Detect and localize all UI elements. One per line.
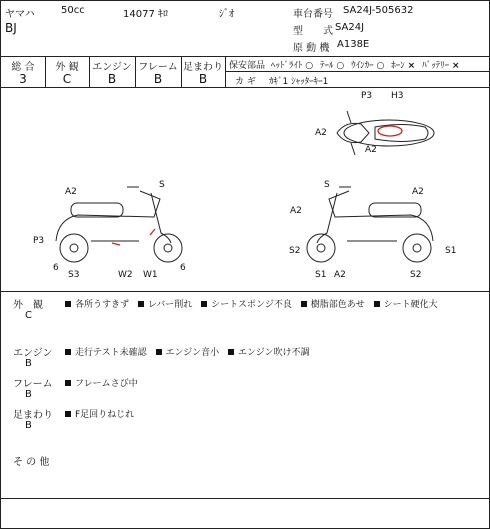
remark-title-engine: エンジン — [13, 348, 53, 359]
left-label-w2: W2 — [118, 270, 133, 280]
remark-grade-frame: B — [25, 389, 32, 400]
list-item: シート硬化大 — [374, 300, 438, 310]
type-label-2: 式 — [323, 26, 333, 37]
remark-title-suspension: 足まわり — [13, 410, 53, 421]
remark-grade-engine: B — [25, 358, 32, 369]
left-label-6-front: 6 — [180, 263, 186, 273]
left-label-s3: S3 — [68, 270, 80, 280]
frame-no: SA24J-505632 — [343, 5, 414, 16]
top-label-a2-left: A2 — [315, 128, 327, 138]
displacement: 50cc — [61, 5, 85, 16]
remark-items-suspension — [65, 407, 140, 420]
remark-items-engine — [65, 345, 316, 358]
remark-items-exterior — [65, 297, 444, 310]
part-battery: ﾊﾞｯﾃﾘｰ × — [422, 61, 460, 71]
right-label-a2-bottom: A2 — [334, 270, 346, 280]
top-label-p3: P3 — [361, 91, 373, 101]
key-label: カ ギ — [235, 77, 256, 87]
safety-parts-title: 保安部品 — [229, 61, 266, 71]
top-label-a2-bottom: A2 — [365, 145, 377, 155]
mileage: 14077 ｷﾛ — [123, 9, 168, 20]
list-item: 走行テスト未確認 — [65, 348, 147, 358]
left-label-a2: A2 — [65, 187, 77, 197]
right-label-a2-left: A2 — [290, 206, 302, 216]
key-value: ｶｷﾞ1 ｼｬｯﾀｰｷｰ1 — [269, 77, 329, 87]
engine-label: 原 動 機 — [293, 43, 330, 54]
type-label-1: 型 — [293, 26, 303, 37]
left-label-6-rear: 6 — [53, 263, 59, 273]
grade-value-frame: B — [153, 72, 163, 86]
frame-no-label: 車台番号 — [293, 9, 333, 20]
remark-grade-suspension: B — [25, 420, 32, 431]
scooter-top-view — [337, 111, 434, 155]
list-item: フレームさび中 — [65, 379, 138, 389]
list-item: シートスポンジ不良 — [201, 300, 292, 310]
list-item: エンジン音小 — [156, 348, 220, 358]
grade-value-exterior: C — [62, 72, 72, 86]
grade-value-engine: B — [107, 72, 117, 86]
scooter-right-view — [307, 187, 433, 262]
grade-label-suspension: 足まわり — [183, 62, 223, 73]
part-tail: ﾃｰﾙ ○ — [320, 61, 345, 71]
remark-title-other: そ の 他 — [13, 457, 50, 468]
list-item: 各所うすきず — [65, 300, 129, 310]
damage-diagram — [1, 1, 489, 291]
top-label-h3: H3 — [391, 91, 404, 101]
right-label-s2-left: S2 — [289, 246, 301, 256]
list-item: エンジン吹け不調 — [228, 348, 310, 358]
remark-items-frame — [65, 376, 144, 389]
right-label-s1-bottom: S1 — [315, 270, 327, 280]
type-value: SA24J — [335, 22, 365, 33]
remark-title-frame: フレーム — [13, 379, 53, 390]
part-headlight: ﾍｯﾄﾞﾗｲﾄ ○ — [270, 61, 314, 71]
grade-value-overall: 3 — [19, 72, 27, 86]
list-item: レバー削れ — [138, 300, 192, 310]
left-label-s: S — [159, 180, 165, 190]
grade-value-suspension: B — [198, 72, 208, 86]
left-label-w1: W1 — [143, 270, 158, 280]
right-label-s1-right: S1 — [445, 246, 457, 256]
list-item: 樹脂部色あせ — [301, 300, 365, 310]
list-item: F足回りねじれ — [65, 410, 134, 420]
grade-label-exterior: 外 観 — [55, 62, 79, 73]
maker: ヤマハ — [5, 9, 35, 20]
model-name: ｼﾞｵ — [219, 9, 234, 20]
grade-label-frame: フレーム — [138, 62, 178, 73]
model-code: BJ — [5, 21, 17, 35]
right-label-a2-top: A2 — [412, 187, 424, 197]
left-label-p3: P3 — [33, 236, 45, 246]
scooter-left-view — [56, 187, 182, 262]
part-winker: ｳｲﾝｶｰ ○ — [351, 61, 385, 71]
right-label-s2-bottom: S2 — [410, 270, 422, 280]
remark-grade-exterior: C — [25, 310, 32, 321]
part-horn: ﾎｰﾝ × — [391, 61, 416, 71]
engine-value: A138E — [337, 39, 370, 50]
grade-label-overall: 総 合 — [11, 62, 35, 73]
remark-title-exterior: 外 観 — [13, 300, 43, 311]
grade-label-engine: エンジン — [92, 62, 132, 73]
right-label-s: S — [324, 180, 330, 190]
